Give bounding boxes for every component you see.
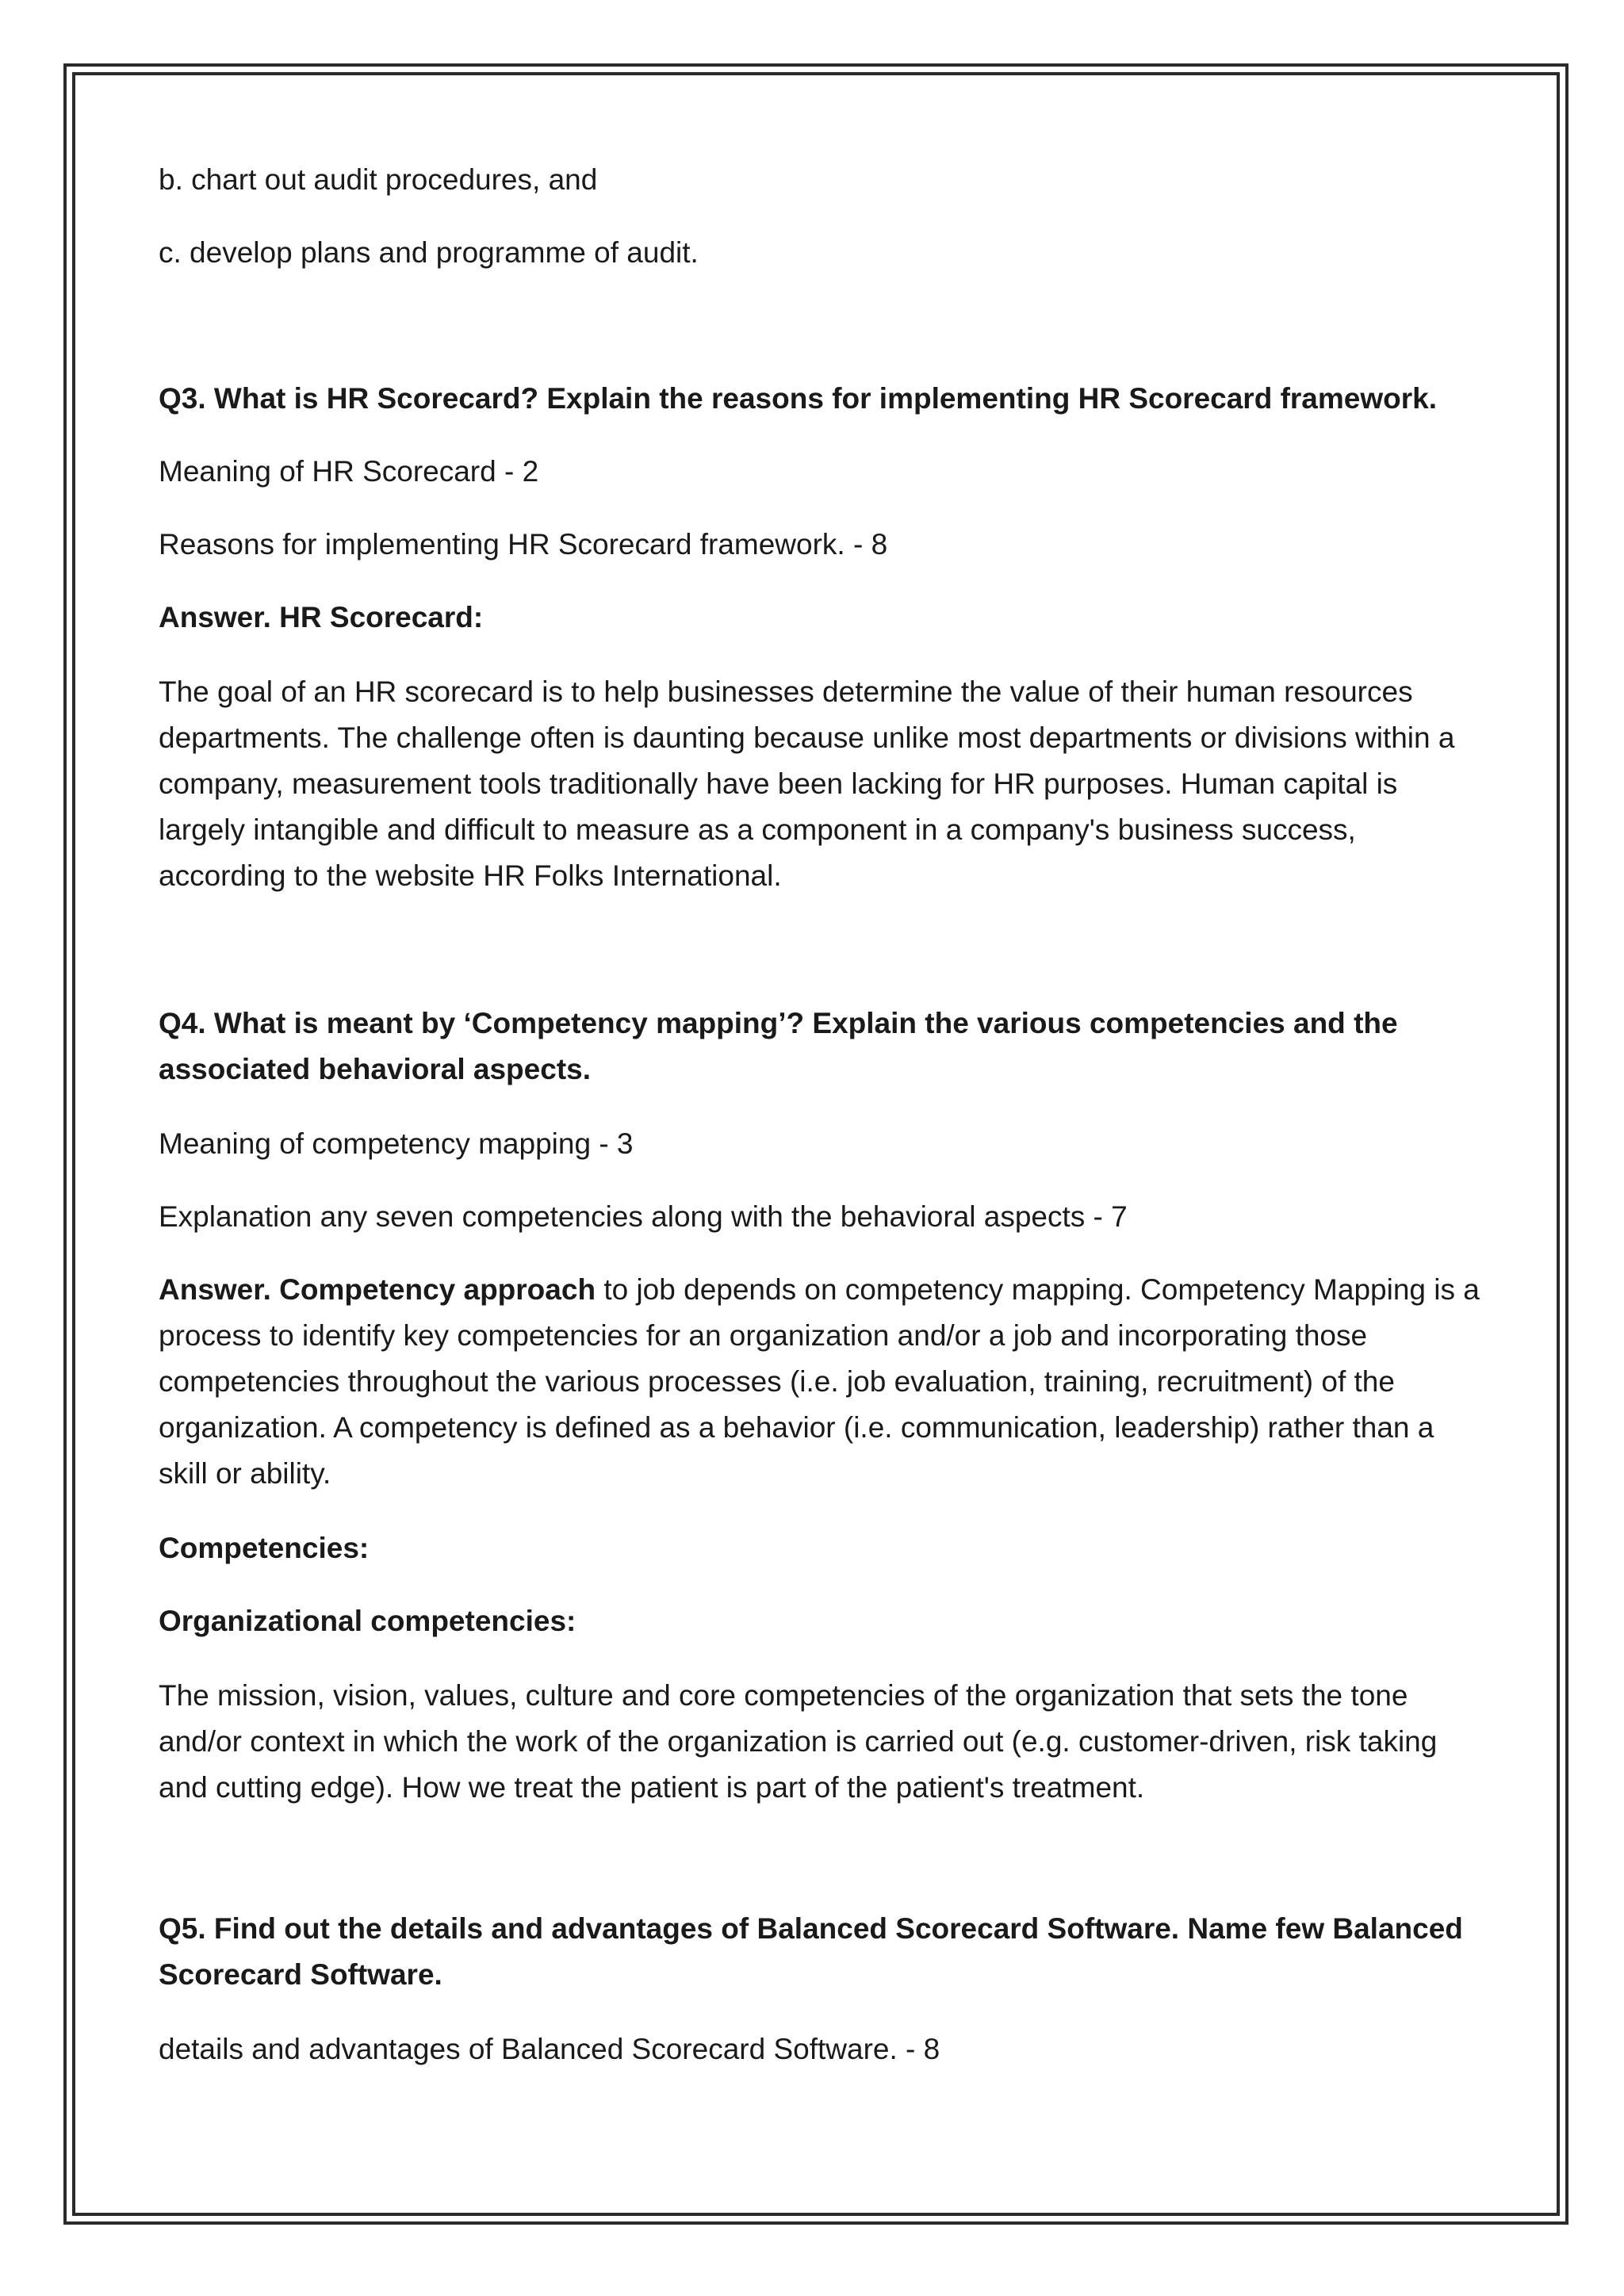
q4-answer	[159, 1267, 1484, 1497]
q4-question: Q4. What is meant by ‘Competency mapping’? Explain the various competencies and the associated behavioral aspects.	[159, 1007, 1398, 1085]
q5-question: Q5. Find out the details and advantages of Balanced Scorecard Software. Name few Balanced Scorecard Software.	[159, 1912, 1463, 1991]
competencies-heading: Competencies:	[159, 1532, 370, 1564]
q5-mark-details: details and advantages of Balanced Scorecard Software. - 8	[159, 2033, 940, 2065]
q3-answer-text: The goal of an HR scorecard is to help businesses determine the value of their human resources departments. The challenge often is daunting because unlike most departments or divisions within a company, measurement tools traditionally have been lacking for HR purposes. Human capital is largely intangible and difficult to measure as a component in a company's business success, according to the website HR Folks International.	[159, 675, 1455, 892]
q4-mark-meaning: Meaning of competency mapping - 3	[159, 1127, 634, 1160]
q3-question: Q3. What is HR Scorecard? Explain the reasons for implementing HR Scorecard framework.	[159, 382, 1437, 415]
intro-item-c: c. develop plans and programme of audit.	[159, 236, 699, 269]
q3-answer-heading: Answer. HR Scorecard:	[159, 601, 484, 633]
q4-mark-explanation: Explanation any seven competencies along with the behavioral aspects - 7	[159, 1200, 1128, 1233]
q4-answer-text: to job depends on competency mapping. Competency Mapping is a process to identify key competencies for an organization and/or a job and incorporating those competencies throughout the various processes (i.e. job evaluation, training, recruitment) of the organization. A competency is defined as a behavior (i.e. communication, leadership) rather than a skill or ability.	[159, 1273, 1480, 1490]
q4-answer-lead: Answer. Competency approach	[159, 1273, 596, 1306]
organizational-competencies-text: The mission, vision, values, culture and core competencies of the organization that sets the tone and/or context in which the work of the organization is carried out (e.g. customer-driven, risk taking and cutting edge). How we treat the patient is part of the patient's treatment.	[159, 1679, 1438, 1804]
q3-mark-reasons: Reasons for implementing HR Scorecard framework. - 8	[159, 528, 888, 561]
q3-mark-meaning: Meaning of HR Scorecard - 2	[159, 455, 539, 488]
organizational-competencies-heading: Organizational competencies:	[159, 1605, 576, 1637]
intro-item-b: b. chart out audit procedures, and	[159, 163, 598, 196]
